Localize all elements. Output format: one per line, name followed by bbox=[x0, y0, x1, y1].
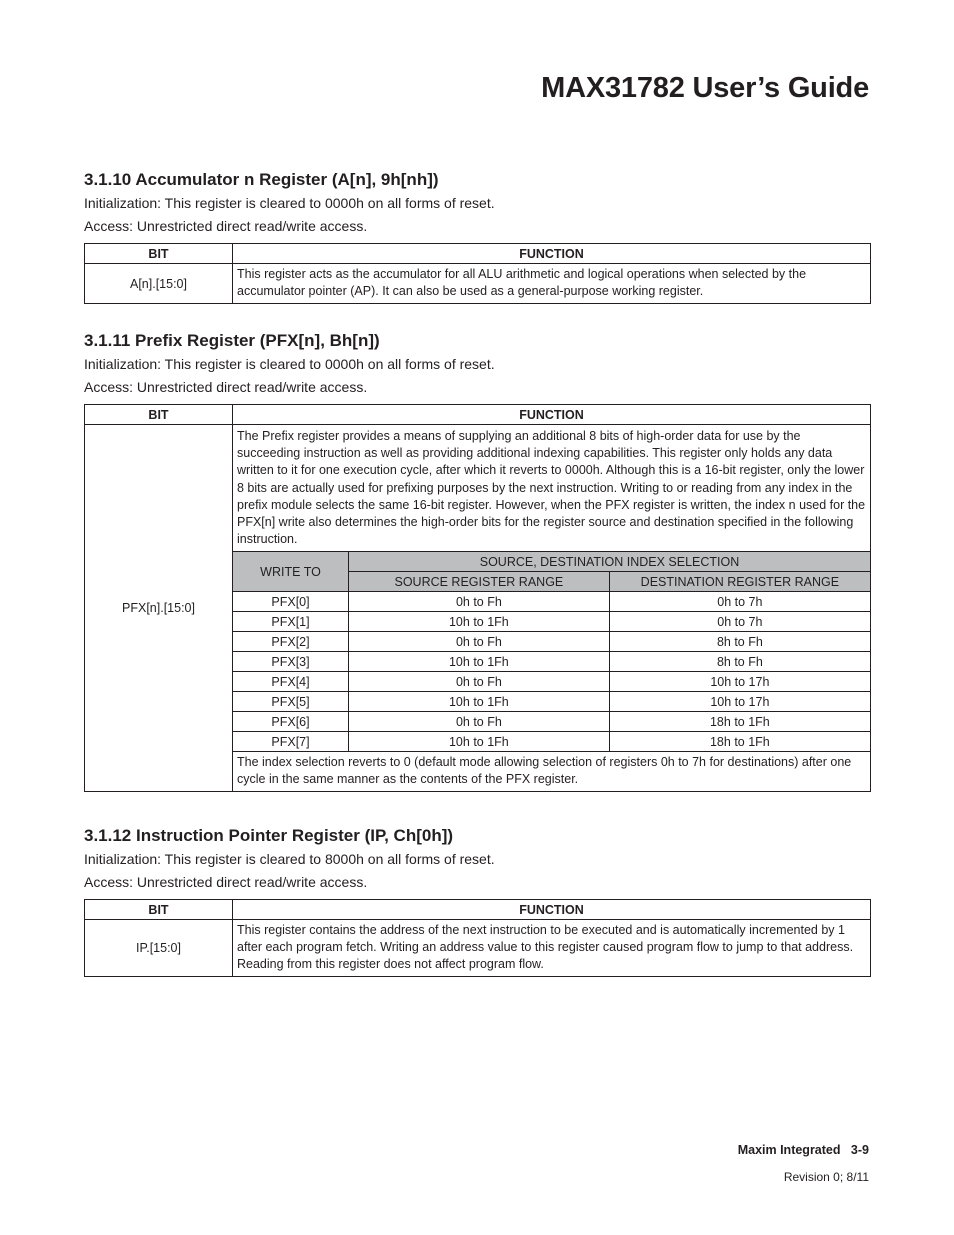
index-selection-header: SOURCE, DESTINATION INDEX SELECTION bbox=[349, 552, 871, 572]
table-row bbox=[233, 652, 870, 672]
initialization-text: Initialization: This register is cleared to 0000h on all forms of reset. bbox=[84, 195, 495, 211]
destination-range: 8h to Fh bbox=[609, 652, 870, 672]
destination-range: 18h to 1Fh bbox=[609, 732, 870, 752]
section-instruction-pointer bbox=[84, 826, 871, 977]
col-header-function: FUNCTION bbox=[233, 900, 871, 920]
function-cell bbox=[233, 425, 871, 792]
table-row bbox=[233, 612, 870, 632]
destination-range: 8h to Fh bbox=[609, 632, 870, 652]
col-header-function: FUNCTION bbox=[233, 244, 871, 264]
table-row bbox=[233, 632, 870, 652]
section-heading: 3.1.12 Instruction Pointer Register (IP, Ch[0h]) bbox=[84, 826, 454, 845]
register-table bbox=[84, 404, 871, 792]
source-range: 10h to 1Fh bbox=[349, 732, 610, 752]
source-range: 10h to 1Fh bbox=[349, 652, 610, 672]
access-text: Access: Unrestricted direct read/write access. bbox=[84, 218, 368, 234]
source-range: 10h to 1Fh bbox=[349, 692, 610, 712]
source-range: 0h to Fh bbox=[349, 592, 610, 612]
function-cell: This register contains the address of the next instruction to be executed and is automatically incremented by 1 after each program fetch. Writing an address value to this register caused program flow to jump to that address. Reading from this register does not affect program flow. bbox=[233, 920, 871, 977]
register-name: PFX[0] bbox=[233, 592, 349, 612]
access-text: Access: Unrestricted direct read/write access. bbox=[84, 379, 368, 395]
destination-range-header: DESTINATION REGISTER RANGE bbox=[609, 572, 870, 592]
register-name: PFX[4] bbox=[233, 672, 349, 692]
footer-revision: Revision 0; 8/11 bbox=[783, 1170, 869, 1184]
register-table bbox=[84, 899, 871, 977]
register-name: PFX[5] bbox=[233, 692, 349, 712]
bit-cell: IP.[15:0] bbox=[85, 920, 233, 977]
source-range: 0h to Fh bbox=[349, 672, 610, 692]
register-name: PFX[2] bbox=[233, 632, 349, 652]
source-range-header: SOURCE REGISTER RANGE bbox=[349, 572, 610, 592]
col-header-function: FUNCTION bbox=[233, 405, 871, 425]
bit-cell: PFX[n].[15:0] bbox=[85, 425, 233, 792]
col-header-bit: BIT bbox=[85, 244, 233, 264]
destination-range: 0h to 7h bbox=[609, 592, 870, 612]
document-title: MAX31782 User’s Guide bbox=[541, 72, 869, 104]
destination-range: 10h to 17h bbox=[609, 692, 870, 712]
table-row bbox=[233, 712, 870, 732]
section-accumulator bbox=[84, 170, 871, 304]
footer-company-page: Maxim Integrated 3-9 bbox=[737, 1143, 869, 1157]
function-description: The Prefix register provides a means of supplying an additional 8 bits of high-order data for use by the succeeding instruction as well as providing additional indexing capabilities. This register only holds any data written to it for one execution cycle, after which it reverts to 0000h. Although this is a 16-bit register, only the lower 8 bits are actually used for prefixing purposes by the next instruction. Writing to or reading from any index in the prefix module selects the same 16-bit register. However, when the PFX register is written, the index n used for the PFX[n] write also determines the high-order bits for the register source and destination specified in the following instruction. bbox=[237, 429, 866, 547]
function-cell: This register acts as the accumulator for all ALU arithmetic and logical operations when selected by the accumulator pointer (AP). It can also be used as a general-purpose working register. bbox=[233, 264, 871, 304]
write-to-header: WRITE TO bbox=[233, 552, 349, 592]
table-row bbox=[233, 672, 870, 692]
col-header-bit: BIT bbox=[85, 900, 233, 920]
index-selection-table bbox=[233, 551, 870, 752]
source-range: 0h to Fh bbox=[349, 632, 610, 652]
function-note: The index selection reverts to 0 (default mode allowing selection of registers 0h to 7h for destinations) after one cycle in the same manner as the contents of the PFX register. bbox=[237, 755, 852, 787]
bit-cell: A[n].[15:0] bbox=[85, 264, 233, 304]
table-row bbox=[233, 592, 870, 612]
source-range: 0h to Fh bbox=[349, 712, 610, 732]
source-range: 10h to 1Fh bbox=[349, 612, 610, 632]
initialization-text: Initialization: This register is cleared to 0000h on all forms of reset. bbox=[84, 356, 495, 372]
destination-range: 10h to 17h bbox=[609, 672, 870, 692]
table-row bbox=[233, 732, 870, 752]
access-text: Access: Unrestricted direct read/write access. bbox=[84, 874, 368, 890]
initialization-text: Initialization: This register is cleared to 8000h on all forms of reset. bbox=[84, 851, 495, 867]
register-name: PFX[7] bbox=[233, 732, 349, 752]
section-heading: 3.1.11 Prefix Register (PFX[n], Bh[n]) bbox=[84, 331, 380, 350]
col-header-bit: BIT bbox=[85, 405, 233, 425]
table-row bbox=[233, 692, 870, 712]
section-heading: 3.1.10 Accumulator n Register (A[n], 9h[nh]) bbox=[84, 170, 439, 189]
section-prefix bbox=[84, 331, 871, 792]
register-name: PFX[1] bbox=[233, 612, 349, 632]
register-name: PFX[3] bbox=[233, 652, 349, 672]
register-name: PFX[6] bbox=[233, 712, 349, 732]
destination-range: 0h to 7h bbox=[609, 612, 870, 632]
register-table bbox=[84, 243, 871, 304]
destination-range: 18h to 1Fh bbox=[609, 712, 870, 732]
